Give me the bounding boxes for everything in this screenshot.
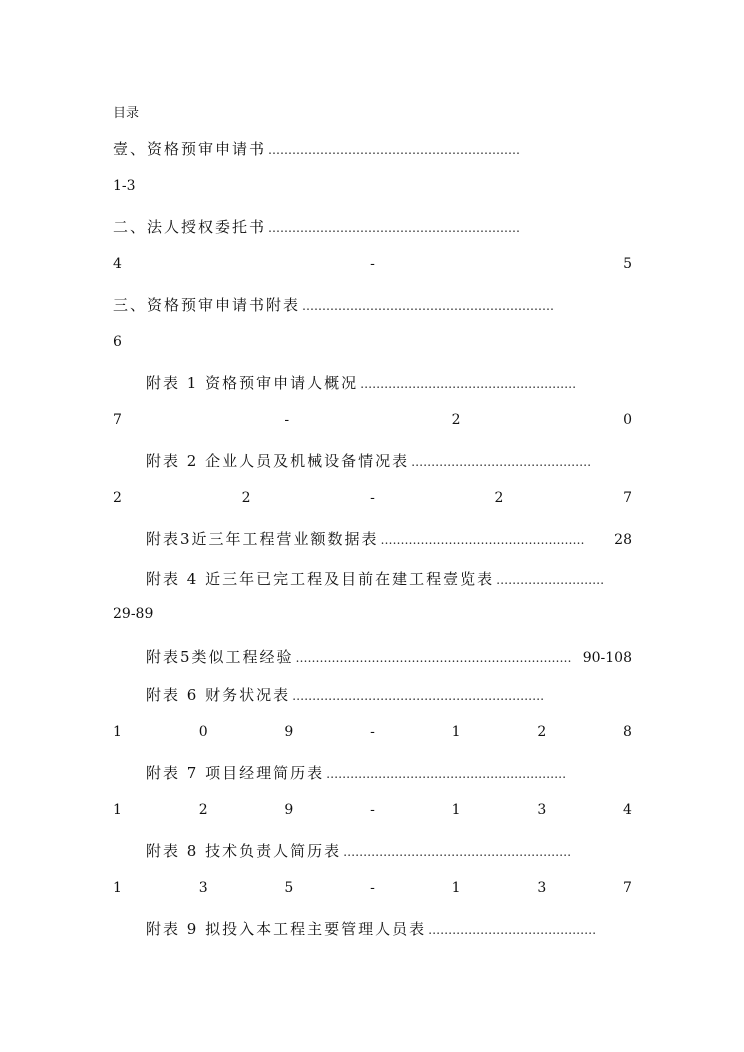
toc-leader-dots: ……………………………………………………… (268, 143, 521, 157)
toc-entry-title: 附表 4 近三年已完工程及目前在建工程壹览表 (146, 570, 495, 588)
toc-page-number: 28 (614, 532, 632, 548)
toc-page-char: 7 (623, 490, 632, 506)
toc-entry-title: 壹、资格预审申请书 (113, 140, 267, 158)
toc-page-char: - (370, 490, 375, 506)
toc-entry-table-3 (146, 528, 632, 552)
toc-entry-title: 附表 9 拟投入本工程主要管理人员表 (146, 920, 427, 938)
toc-entry-title: 附表 7 项目经理简历表 (146, 764, 325, 782)
toc-page-char: 2 (113, 490, 122, 506)
toc-page-char: 1 (451, 802, 461, 818)
toc-entry-pages (113, 412, 632, 434)
toc-page-char: 7 (113, 412, 122, 428)
toc-entry-pages (113, 334, 632, 356)
toc-entry-table-9 (146, 918, 632, 942)
toc-page-char: 1 (113, 724, 122, 740)
toc-entry-title: 附表 1 资格预审申请人概况 (146, 374, 359, 392)
toc-heading: 目录 (113, 106, 140, 121)
toc-entry-pages (113, 880, 632, 902)
toc-page-char: 1 (113, 880, 122, 896)
toc-page-char: 3 (537, 880, 547, 896)
toc-page-number: 90-108 (582, 650, 632, 666)
toc-entry-title: 附表3近三年工程营业额数据表 (146, 530, 379, 548)
toc-page-char: - (370, 256, 375, 272)
toc-entry-application (113, 138, 632, 162)
toc-entry-title: 三、资格预审申请书附表 (113, 296, 301, 314)
toc-leader-dots: …………………………………… (428, 923, 597, 937)
toc-entry-table-7 (146, 762, 632, 786)
toc-page-char: 2 (451, 412, 461, 428)
toc-entry-table-8 (146, 840, 632, 864)
toc-entry-title: 附表 2 企业人员及机械设备情况表 (146, 452, 410, 470)
toc-entry-title: 附表 8 技术负责人简历表 (146, 842, 342, 860)
toc-page-char: 5 (623, 256, 632, 272)
toc-leader-dots: …………………………………………………… (326, 767, 567, 781)
toc-page-char: 0 (623, 412, 632, 428)
toc-leader-dots: ……………………………………… (411, 455, 592, 469)
toc-entry-title: 附表 6 财务状况表 (146, 686, 291, 704)
toc-entry-pages (113, 606, 632, 628)
toc-page-char: 4 (113, 256, 122, 272)
toc-leader-dots: ……………………… (496, 573, 605, 587)
toc-page-char: 0 (198, 724, 208, 740)
toc-page-char: - (370, 802, 375, 818)
toc-leader-dots: ……………………………………………… (360, 377, 577, 391)
toc-page-char: 1 (451, 724, 461, 740)
toc-page-char: 3 (198, 880, 208, 896)
toc-page-char: - (370, 724, 375, 740)
toc-entry-attachments (113, 294, 632, 318)
toc-page-char: 1 (113, 802, 122, 818)
toc-leader-dots: ……………………………………………………… (292, 689, 545, 703)
toc-leader-dots: ………………………………………………… (343, 845, 572, 859)
toc-entry-table-5 (146, 646, 632, 670)
toc-page-range: 6 (113, 334, 122, 350)
toc-entry-pages (113, 178, 632, 200)
toc-page-char: 2 (494, 490, 504, 506)
toc-entry-pages (113, 256, 632, 278)
toc-page-range: 1-3 (113, 178, 136, 194)
toc-entry-table-6 (146, 684, 632, 708)
toc-entry-title: 附表5类似工程经验 (146, 648, 294, 666)
toc-page-char: 8 (623, 724, 632, 740)
toc-page-char: 5 (284, 880, 294, 896)
toc-entry-table-4 (146, 568, 632, 592)
toc-entry-table-2 (146, 450, 632, 474)
toc-entry-pages (113, 724, 632, 746)
toc-leader-dots: ……………………………………………………… (268, 221, 521, 235)
toc-page-char: 9 (284, 724, 294, 740)
toc-leader-dots: …………………………………………………………… (295, 651, 572, 665)
toc-entry-title: 二、法人授权委托书 (113, 218, 267, 236)
toc-page-char: 3 (537, 802, 547, 818)
toc-entry-authorization (113, 216, 632, 240)
toc-page-char: - (284, 412, 290, 428)
toc-page-char: 2 (537, 724, 547, 740)
toc-entry-pages (113, 802, 632, 824)
toc-page-char: 1 (451, 880, 461, 896)
toc-page-char: 2 (198, 802, 208, 818)
toc-page-char: 4 (623, 802, 632, 818)
toc-leader-dots: ……………………………………………………… (302, 299, 555, 313)
toc-page-char: 2 (241, 490, 251, 506)
toc-entry-table-1 (146, 372, 632, 396)
toc-leader-dots: …………………………………………… (380, 533, 585, 547)
toc-page-char: 7 (623, 880, 632, 896)
toc-page-range: 29-89 (113, 606, 154, 622)
toc-page-char: - (370, 880, 375, 896)
toc-entry-pages (113, 490, 632, 512)
toc-page-char: 9 (284, 802, 294, 818)
